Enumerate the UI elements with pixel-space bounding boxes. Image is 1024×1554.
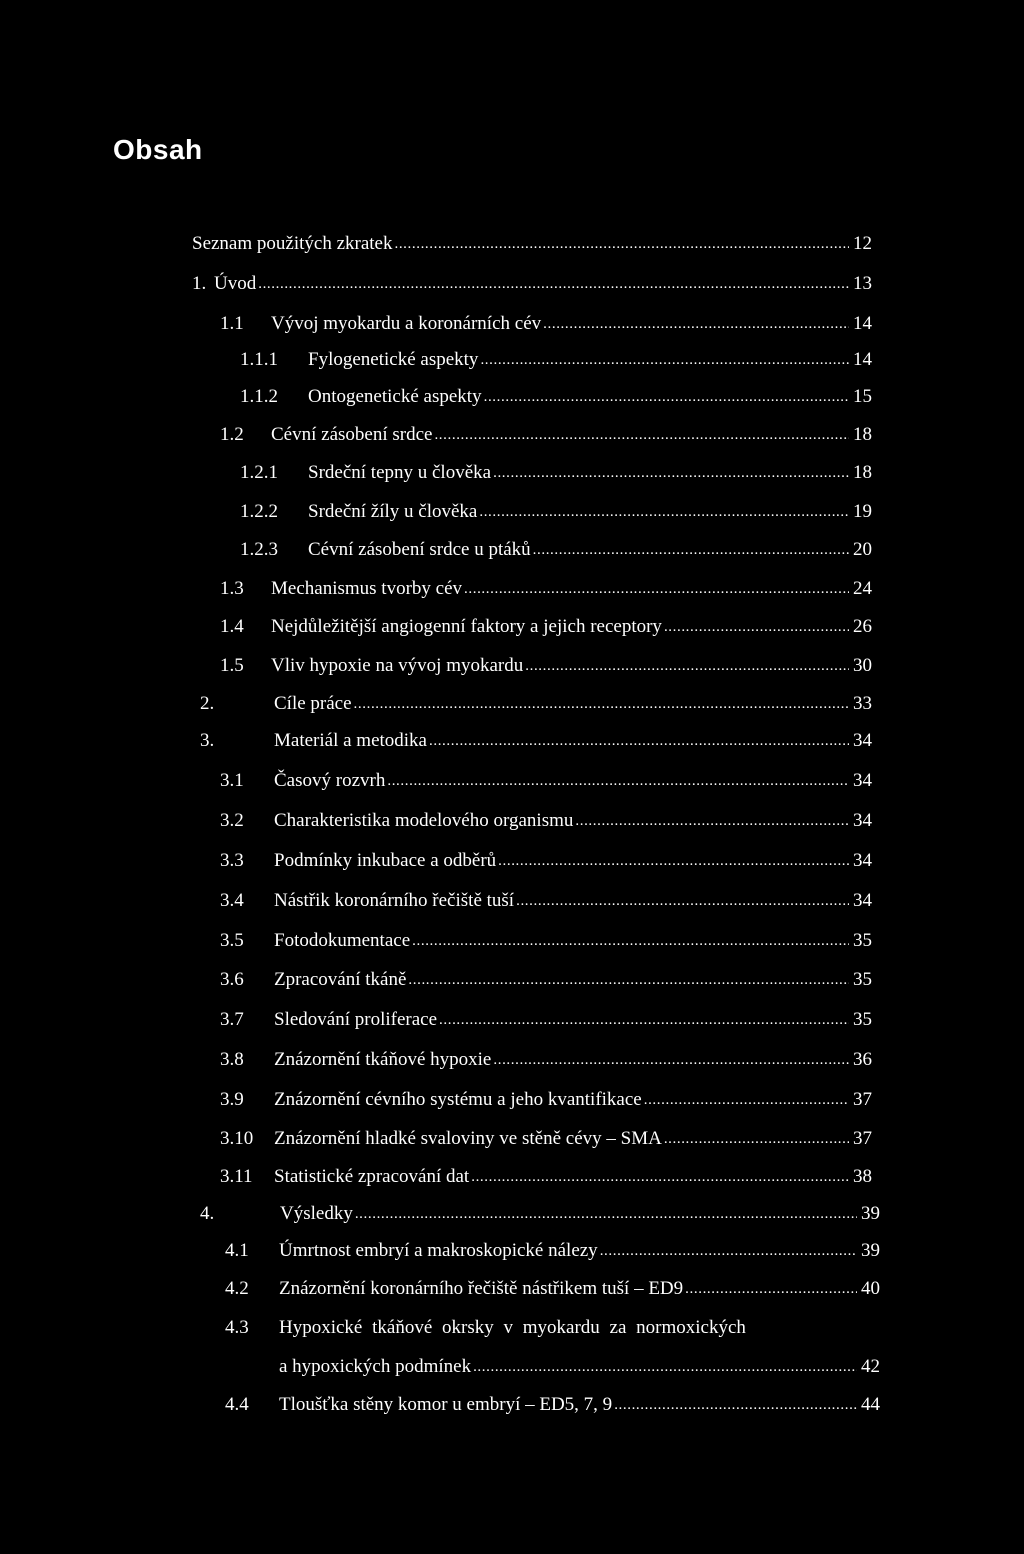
toc-entry-page: 40 <box>861 1278 880 1299</box>
toc-entry-label: Nástřik koronárního řečiště tuší <box>274 890 515 911</box>
toc-entry-page: 42 <box>861 1356 880 1377</box>
toc-entry-label: Zpracování tkáně <box>274 969 407 990</box>
toc-entry <box>192 269 872 299</box>
toc-entry <box>240 458 872 488</box>
toc-entry-number: 3.2 <box>220 810 244 831</box>
toc-entry-page: 30 <box>853 655 872 676</box>
toc-leader <box>664 611 849 642</box>
toc-entry <box>240 497 872 527</box>
toc-entry-page: 34 <box>853 810 872 831</box>
toc-entry-number: 4.1 <box>225 1240 249 1261</box>
toc-entry <box>240 382 872 412</box>
toc-entry <box>220 926 872 956</box>
toc-entry-label: Statistické zpracování dat <box>274 1166 470 1187</box>
toc-entry-page: 38 <box>853 1166 872 1187</box>
toc-entry-page: 35 <box>853 1009 872 1030</box>
toc-entry <box>220 965 872 995</box>
toc-leader <box>354 688 849 719</box>
toc-entry-label: Vývoj myokardu a koronárních cév <box>271 313 542 334</box>
toc-entry-page: 37 <box>853 1089 872 1110</box>
toc-entry-number: 3.10 <box>220 1128 254 1149</box>
toc-entry-label: Nejdůležitější angiogenní faktory a jejich receptory <box>271 616 662 637</box>
toc-leader <box>412 925 849 956</box>
toc-entry-page: 34 <box>853 730 872 751</box>
toc-entry-number: 3.3 <box>220 850 244 871</box>
toc-leader <box>471 1161 849 1192</box>
toc-leader <box>493 457 849 488</box>
toc-entry-page: 33 <box>853 693 872 714</box>
toc-entry-number: 1.2.2 <box>240 501 278 522</box>
toc-leader <box>394 228 849 259</box>
toc-entry-label: Sledování proliferace <box>274 1009 438 1030</box>
toc-entry-number: 3.4 <box>220 890 244 911</box>
toc-leader <box>355 1198 857 1229</box>
toc-entry-number: 3.1 <box>220 770 244 791</box>
toc-entry <box>220 420 872 450</box>
toc-entry-number: 2. <box>200 693 215 714</box>
toc-entry <box>220 612 872 642</box>
toc-entry-number: 1.2 <box>220 424 244 445</box>
toc-leader <box>480 344 849 375</box>
toc-leader <box>473 1351 857 1382</box>
toc-entry-page: 12 <box>853 233 872 254</box>
toc-entry-page: 14 <box>853 313 872 334</box>
toc-entry-number: 3.6 <box>220 969 244 990</box>
toc-entry <box>240 535 872 565</box>
toc-entry <box>225 1390 880 1420</box>
toc-entry-label: Výsledky <box>280 1203 353 1224</box>
toc-entry-number: 3.9 <box>220 1089 244 1110</box>
toc-entry-number: 1.1.1 <box>240 349 278 370</box>
toc-entry-page: 19 <box>853 501 872 522</box>
toc-entry-page: 39 <box>861 1240 880 1261</box>
toc-entry-page: 14 <box>853 349 872 370</box>
toc-entry-page: 44 <box>861 1394 880 1415</box>
toc-entry-label: Srdeční žíly u člověka <box>308 501 478 522</box>
toc-entry <box>192 229 872 259</box>
toc-leader <box>434 419 849 450</box>
toc-entry <box>279 1352 880 1382</box>
toc-entry-number: 1.1 <box>220 313 244 334</box>
toc-entry-page: 15 <box>853 386 872 407</box>
toc-entry <box>220 309 872 339</box>
toc-entry-label: Podmínky inkubace a odběrů <box>274 850 497 871</box>
toc-leader <box>685 1273 857 1304</box>
toc-leader <box>484 381 849 412</box>
toc-entry <box>220 574 872 604</box>
toc-entry-number: 3.7 <box>220 1009 244 1030</box>
toc-leader <box>429 725 849 756</box>
toc-entry <box>225 1274 880 1304</box>
toc-entry-label: Srdeční tepny u člověka <box>308 462 492 483</box>
toc-entry <box>220 1162 872 1192</box>
toc-entry-page: 26 <box>853 616 872 637</box>
toc-entry-number: 1.3 <box>220 578 244 599</box>
toc-entry <box>220 1124 872 1154</box>
toc-leader <box>493 1044 849 1075</box>
toc-entry-number: 1.5 <box>220 655 244 676</box>
toc-entry-number: 4.2 <box>225 1278 249 1299</box>
page-title: Obsah <box>113 134 203 165</box>
toc-entry-page: 34 <box>853 890 872 911</box>
toc-entry-label: Časový rozvrh <box>274 770 386 791</box>
toc-entry-label: Znázornění tkáňové hypoxie <box>274 1049 492 1070</box>
toc-leader <box>600 1235 857 1266</box>
toc-leader <box>614 1389 857 1420</box>
toc-entry <box>240 345 872 375</box>
toc-entry-label: Cíle práce <box>274 693 352 714</box>
toc-entry-first-line <box>225 1313 880 1343</box>
toc-entry-page: 37 <box>853 1128 872 1149</box>
toc-entry-number: 3.8 <box>220 1049 244 1070</box>
toc-entry-number: 1.2.3 <box>240 539 278 560</box>
toc-leader <box>644 1084 849 1115</box>
toc-entry-label: Úvod <box>214 273 257 294</box>
toc-entry-label: Fylogenetické aspekty <box>308 349 479 370</box>
toc-entry-number: 4.3 <box>225 1317 249 1338</box>
toc-entry-label: Mechanismus tvorby cév <box>271 578 463 599</box>
toc-leader <box>408 964 849 995</box>
toc-entry <box>225 1236 880 1266</box>
toc-entry-number: 4. <box>200 1203 215 1224</box>
toc-entry-number: 1.1.2 <box>240 386 278 407</box>
toc-entry <box>200 1199 880 1229</box>
toc-leader <box>525 650 849 681</box>
toc-entry-page: 34 <box>853 770 872 791</box>
toc-entry <box>200 689 872 719</box>
toc-entry-page: 39 <box>861 1203 880 1224</box>
toc-entry-page: 20 <box>853 539 872 560</box>
toc-entry-number: 1.4 <box>220 616 244 637</box>
toc-entry-page: 35 <box>853 930 872 951</box>
toc-entry-label: Cévní zásobení srdce <box>271 424 433 445</box>
toc-entry <box>220 651 872 681</box>
toc-entry-page: 24 <box>853 578 872 599</box>
toc-entry-page: 34 <box>853 850 872 871</box>
toc-leader <box>439 1004 849 1035</box>
toc-entry-label: Tloušťka stěny komor u embryí – ED5, 7, 9 <box>279 1394 613 1415</box>
toc-entry-number: 1.2.1 <box>240 462 278 483</box>
toc-entry-label: Hypoxické tkáňové okrsky v myokardu za normoxických <box>279 1317 746 1338</box>
toc-entry <box>220 1085 872 1115</box>
toc-entry-label: Znázornění koronárního řečiště nástřikem tuší – ED9 <box>279 1278 684 1299</box>
toc-leader <box>533 534 849 565</box>
toc-entry-page: 18 <box>853 462 872 483</box>
toc-entry-page: 36 <box>853 1049 872 1070</box>
toc-leader <box>575 805 849 836</box>
toc-entry-number: 1. <box>192 273 207 294</box>
toc-entry-label: Fotodokumentace <box>274 930 411 951</box>
toc-entry-label: Charakteristika modelového organismu <box>274 810 574 831</box>
toc-entry <box>220 886 872 916</box>
toc-entry-label: Ontogenetické aspekty <box>308 386 482 407</box>
toc-entry-number: 3. <box>200 730 215 751</box>
toc-entry-label: Znázornění hladké svaloviny ve stěně cévy – SMA <box>274 1128 662 1149</box>
toc-entry-label: Vliv hypoxie na vývoj myokardu <box>271 655 524 676</box>
toc-leader <box>464 573 849 604</box>
toc-entry <box>220 806 872 836</box>
toc-entry-number: 3.5 <box>220 930 244 951</box>
toc-leader <box>498 845 849 876</box>
toc-entry-label: Seznam použitých zkratek <box>192 233 393 254</box>
toc-entry-label: Úmrtnost embryí a makroskopické nálezy <box>279 1240 598 1261</box>
toc-leader <box>516 885 849 916</box>
toc-entry-page: 18 <box>853 424 872 445</box>
toc-entry <box>220 766 872 796</box>
toc-entry-number: 3.11 <box>220 1166 253 1187</box>
toc-entry-label: Materiál a metodika <box>274 730 427 751</box>
toc-entry <box>220 846 872 876</box>
toc-leader <box>479 496 849 527</box>
toc-entry-page: 13 <box>853 273 872 294</box>
toc-entry-page: 35 <box>853 969 872 990</box>
toc-entry-label-continued: a hypoxických podmínek <box>279 1356 472 1377</box>
toc-leader <box>543 308 849 339</box>
toc-entry-number: 4.4 <box>225 1394 249 1415</box>
toc-leader <box>387 765 849 796</box>
toc-leader <box>664 1123 849 1154</box>
toc-leader <box>258 268 849 299</box>
toc-entry-label: Znázornění cévního systému a jeho kvantifikace <box>274 1089 642 1110</box>
toc-entry <box>220 1005 872 1035</box>
toc-entry <box>220 1045 872 1075</box>
toc-entry-label: Cévní zásobení srdce u ptáků <box>308 539 531 560</box>
toc-entry <box>200 726 872 756</box>
